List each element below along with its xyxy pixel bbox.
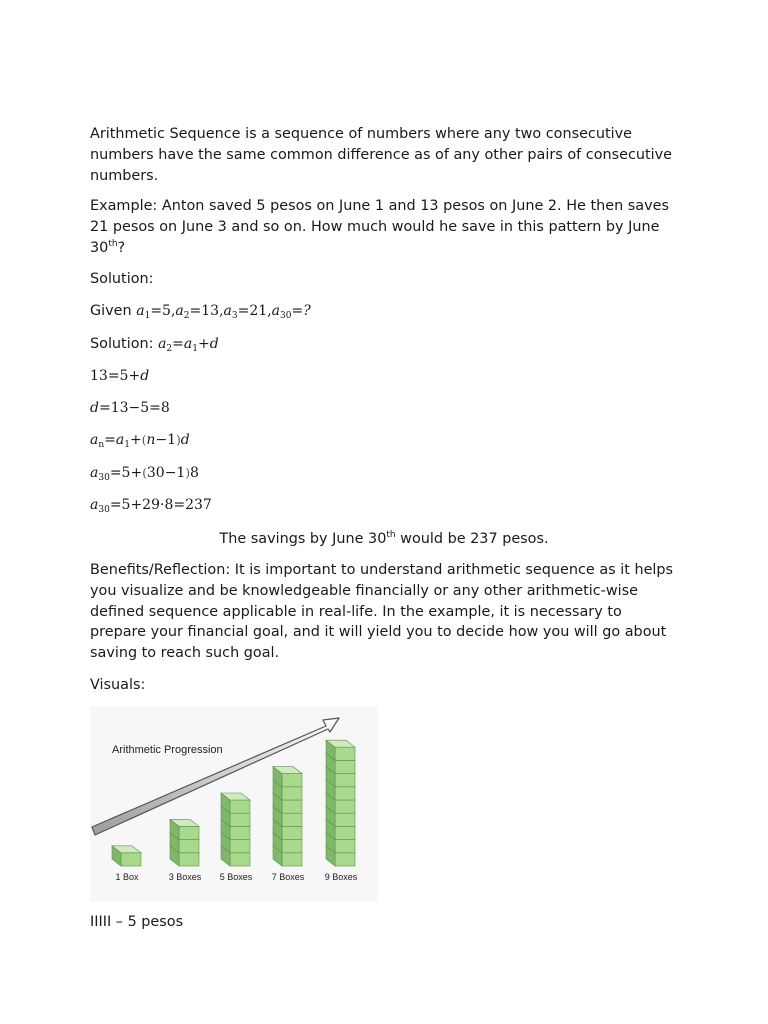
box (282, 800, 302, 813)
box-column (325, 740, 358, 882)
definition-paragraph: Arithmetic Sequence is a sequence of numbers where any two consecutive numbers have the same common difference as of any other pairs of consecutive numbers. (90, 126, 673, 184)
step-2: d=13−5=8 (90, 400, 170, 416)
box (230, 853, 250, 866)
box (282, 853, 302, 866)
progression-svg (90, 706, 378, 902)
step-5: $a_{30}=5+29\cdot 8=237$ (90, 497, 212, 515)
box-column (112, 846, 141, 882)
box (335, 787, 355, 800)
box (230, 840, 250, 853)
conclusion-line: The savings by June 30th would be 237 pesos. (219, 530, 549, 547)
example-paragraph (90, 196, 680, 258)
step-3-general-formula: $a_n=a_1+(n-1)d$ (90, 432, 190, 450)
tally-line: IIIII – 5 pesos (90, 914, 184, 930)
arithmetic-progression-illustration (90, 706, 378, 902)
box-count-label: 1 Box (115, 872, 139, 882)
box (335, 760, 355, 773)
reflection-paragraph: Benefits/Reflection: It is important to understand arithmetic sequence as it helps you visualize and be knowledgeable financially or any other arithmetic-wise defined sequence applicable in real-life. In the example, it is necessary to prepare your financial goal, and it will yield you to decide how you will go about saving to reach such goal. (90, 562, 674, 662)
given-label: Given (90, 303, 132, 319)
box (179, 826, 199, 839)
box-count-label: 5 Boxes (219, 872, 253, 882)
box (230, 826, 250, 839)
example-text: Example: Anton saved 5 pesos on June 1 and 13 pesos on June 2. He then saves 21 pesos on June 3 and so on. How much would he save in this pattern by June 30 (90, 198, 669, 256)
box-column (272, 767, 305, 882)
box (282, 774, 302, 787)
box (335, 853, 355, 866)
box (335, 840, 355, 853)
box-count-label: 7 Boxes (271, 872, 305, 882)
example-question-mark: ? (117, 239, 126, 256)
box (282, 826, 302, 839)
step-1: 13=5+d (90, 368, 150, 384)
box (230, 800, 250, 813)
box (335, 826, 355, 839)
solution-formula-label: Solution: (90, 336, 154, 352)
box (121, 853, 141, 866)
box (282, 787, 302, 800)
box (282, 840, 302, 853)
given-line (90, 301, 311, 326)
solution-formula: $a_2=a_1+d$ (158, 336, 219, 354)
box-column (220, 793, 253, 882)
box (335, 774, 355, 787)
box (335, 813, 355, 826)
box (230, 813, 250, 826)
solution-heading: Solution: (90, 271, 154, 287)
example-ordinal: th (108, 238, 118, 249)
box-count-label: 9 Boxes (324, 872, 358, 882)
solution-formula-line (90, 334, 219, 359)
visuals-heading: Visuals: (90, 677, 146, 693)
box (179, 840, 199, 853)
box (179, 853, 199, 866)
box-count-label: 3 Boxes (168, 872, 202, 882)
box (282, 813, 302, 826)
box (335, 800, 355, 813)
illustration-title: Arithmetic Progression (112, 744, 223, 756)
box (335, 747, 355, 760)
step-4: $a_{30}=5+(30-1)8$ (90, 465, 199, 483)
box-column (169, 819, 202, 882)
given-values: $a_1=5,a_2=13,a_3=21,a_{30}=$? (136, 303, 311, 321)
